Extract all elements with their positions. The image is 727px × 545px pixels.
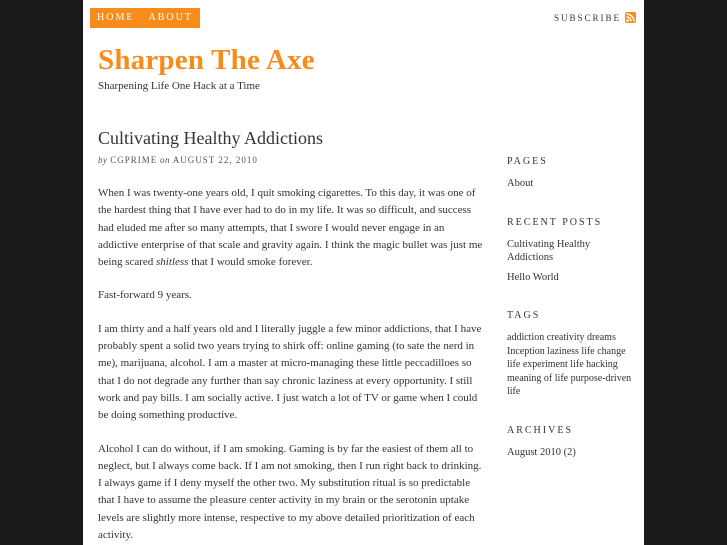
subscribe-label: SUBSCRIBE xyxy=(553,12,621,23)
post-date: AUGUST 22, 2010 xyxy=(172,155,258,165)
page xyxy=(83,0,644,545)
post-paragraph-text: that I would smoke forever. xyxy=(188,256,313,269)
sidebar-heading: PAGES xyxy=(507,156,548,167)
post-byline xyxy=(98,155,483,165)
site-title[interactable]: Sharpen The Axe xyxy=(98,44,315,76)
sidebar-recent-posts xyxy=(507,217,632,285)
sidebar-heading: RECENT POSTS xyxy=(507,216,603,228)
sidebar xyxy=(507,156,632,485)
top-nav xyxy=(90,8,200,28)
recent-post-link[interactable]: Cultivating Healthy Addictions xyxy=(507,238,591,263)
sidebar-archives xyxy=(507,425,632,460)
post-paragraph-text: When I was twenty-one years old, I quit smoking cigarettes. To this day, it was one of the hardest thing that I have ever had to do in my life. It was so difficult, and success had eluded me after so many attempts, that I swore I would never engage in an addictive enterprise of that scale and gravity again. I think the magic bullet was just me being scared xyxy=(98,187,483,269)
sidebar-heading: TAGS xyxy=(507,310,541,321)
post-paragraph: I am thirty and a half years old and I literally juggle a few minor addictions, that I have probably spent a solid two years trying to shirk off: online gaming (to sate the nerd in me), marijuana, alcohol. I am a master at micro-managing these little peccadilloes so that I do not degrade any further than say chronic laziness at every opportunity. I still work and pay bills. I am socially active. I just watch a lot of TV or game when I could be doing something productive. xyxy=(98,322,482,422)
subscribe-link[interactable] xyxy=(554,12,636,23)
sidebar-pages xyxy=(507,156,632,191)
nav-home-link[interactable]: HOME xyxy=(97,12,135,23)
post xyxy=(98,128,483,545)
post-author-link[interactable]: CGPRIME xyxy=(110,155,158,165)
recent-post-link[interactable]: Hello World xyxy=(507,271,559,283)
post-paragraph: Alcohol I can do without, if I am smoking. Gaming is by far the easiest of them all to neglect, but I always come back. If I am not smoking, then I run right back to drinking. I always game if I deny myself the other two. My substitution ritual is so predictable that I have to assume the pleasure center activity in my brain or the serotonin uptake levels are slightly more intense, respective to my above detailed prioritization of each activity. xyxy=(98,442,482,542)
archive-link[interactable]: August 2010 (2) xyxy=(507,446,576,458)
post-paragraph xyxy=(98,185,483,271)
post-title[interactable]: Cultivating Healthy Addictions xyxy=(98,128,323,148)
site-description: Sharpening Life One Hack at a Time xyxy=(98,80,260,92)
post-emphasis: shitless xyxy=(156,256,189,269)
sidebar-tags xyxy=(507,310,632,399)
tag-cloud[interactable]: addiction creativity dreams Inception laziness life change life experiment life hacking meaning of life purpose-driven life xyxy=(507,332,632,397)
sidebar-heading: ARCHIVES xyxy=(507,424,574,436)
post-paragraph: Fast-forward 9 years. xyxy=(98,289,192,302)
rss-icon[interactable] xyxy=(625,12,636,23)
byline-on: on xyxy=(160,155,171,165)
nav-about-link[interactable]: ABOUT xyxy=(148,12,193,23)
sidebar-page-about[interactable]: About xyxy=(507,178,534,189)
byline-by: by xyxy=(98,155,108,165)
